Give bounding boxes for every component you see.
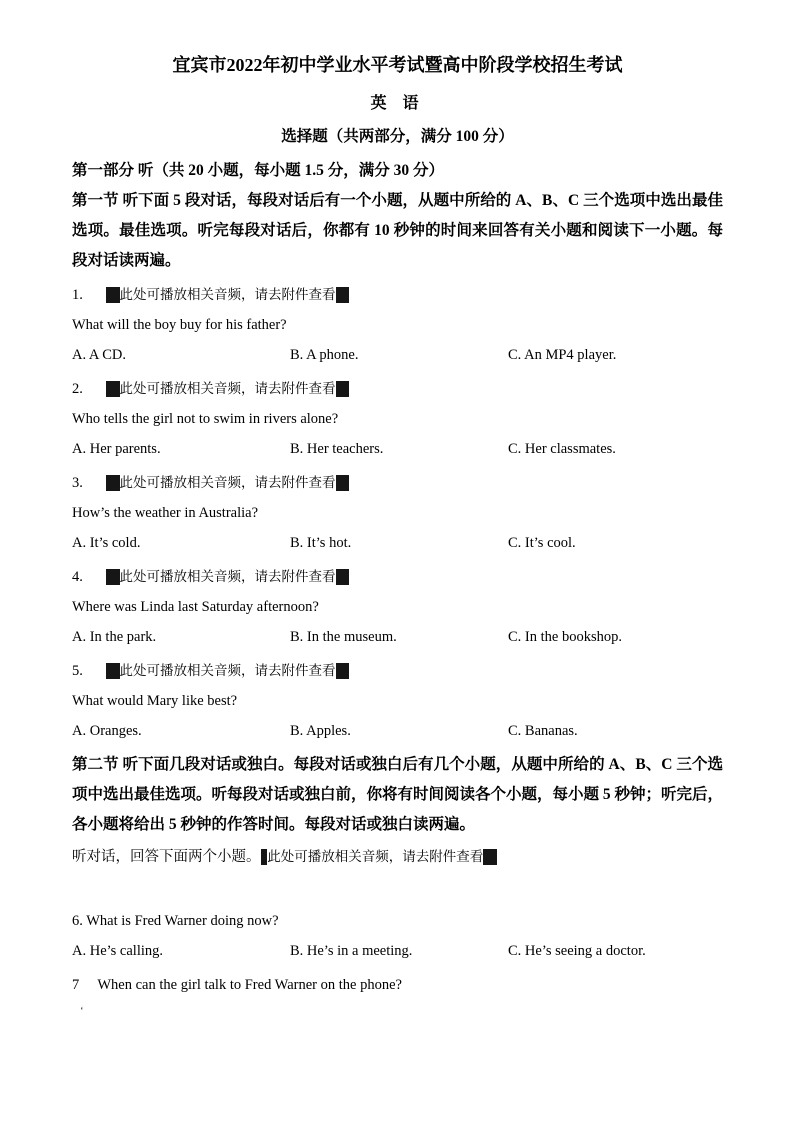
question-number: 5. [72, 663, 83, 679]
audio-note-text: 此处可播放相关音频，请去附件查看 [119, 287, 336, 303]
part1-title: 第一部分 听（共 20 小题，每小题 1.5 分，满分 30 分） [72, 162, 445, 179]
audio-bracket-close-icon: 】 [335, 475, 349, 491]
audio-note [106, 381, 349, 397]
audio-placeholder-line [72, 562, 723, 592]
question-block-3 [72, 468, 723, 558]
option-a: A. Her parents. [72, 441, 161, 457]
audio-bracket-close-icon: 】 [335, 287, 349, 303]
audio-placeholder-line [72, 280, 723, 310]
question-number: 2. [72, 381, 83, 397]
options-row [72, 434, 723, 464]
option-c: C. An MP4 player. [508, 347, 617, 363]
option-b: B. A phone. [290, 347, 359, 363]
audio-bracket-open-icon: 【 [260, 849, 268, 865]
dialogue-intro-text: 听对话，回答下面两个小题。 [72, 849, 261, 865]
question-text: What would Mary like best? [72, 693, 238, 709]
audio-bracket-close-icon: 】 [335, 663, 349, 679]
section-title: 选择题（共两部分，满分 100 分） [281, 128, 514, 145]
dialogue-intro-line [72, 842, 723, 872]
audio-bracket-open-icon: 【 [106, 381, 120, 397]
part1-instructions: 第一节 听下面 5 段对话，每段对话后有一个小题，从题中所给的 A、B、C 三个选项中选出最佳选项。最佳选项。听完每段对话后，你都有 10 秒钟的时间来回答有关小题和阅读下一小题。每段对话读两遍。 [72, 192, 723, 269]
option-a: A. He’s calling. [72, 943, 164, 959]
audio-bracket-open-icon: 【 [106, 663, 120, 679]
options-row [72, 936, 723, 966]
question-number: 1. [72, 287, 83, 303]
options-row [72, 528, 723, 558]
option-a: A. In the park. [72, 629, 157, 645]
question-block-4 [72, 562, 723, 652]
option-a: A. Oranges. [72, 723, 142, 739]
part2-instructions: 第二节 听下面几段对话或独白。每段对话或独白后有几个小题，从题中所给的 A、B、C 三个选项中选出最佳选项。听每段对话或独白前，你将有时间阅读各个小题，每小题 5 秒钟；听完后，各小题将给出 5 秒钟的作答时间。每段对话或独白读两遍。 [72, 756, 724, 833]
question-block-7 [72, 970, 723, 1000]
options-row [72, 340, 723, 370]
option-b: B. It’s hot. [290, 535, 352, 551]
question-line [72, 906, 723, 936]
option-a: A. A CD. [72, 347, 126, 363]
audio-note [106, 569, 349, 585]
option-c: C. It’s cool. [508, 535, 576, 551]
question-text: How’s the weather in Australia? [72, 505, 259, 521]
question-text: Where was Linda last Saturday afternoon? [72, 599, 319, 615]
question-block-2 [72, 374, 723, 464]
question-number: 6. [72, 913, 83, 929]
option-b: B. Apples. [290, 723, 351, 739]
audio-bracket-open-icon: 【 [106, 287, 120, 303]
audio-bracket-close-icon: 】 [335, 381, 349, 397]
option-a: A. It’s cold. [72, 535, 141, 551]
question-number: 3. [72, 475, 83, 491]
option-c: C. Her classmates. [508, 441, 616, 457]
audio-note-text: 此处可播放相关音频，请去附件查看 [119, 381, 336, 397]
option-c: C. He’s seeing a doctor. [508, 943, 646, 959]
question-number: 4. [72, 569, 83, 585]
option-b: B. He’s in a meeting. [290, 943, 413, 959]
question-block-5 [72, 656, 723, 746]
audio-note [106, 287, 349, 303]
question-text: What will the boy buy for his father? [72, 317, 287, 333]
audio-note [106, 663, 349, 679]
spacer [72, 872, 723, 902]
audio-note [261, 849, 497, 865]
audio-placeholder-line [72, 468, 723, 498]
question-line [72, 970, 723, 1000]
question-block-6 [72, 906, 723, 966]
question-text: When can the girl talk to Fred Warner on the phone? [97, 977, 402, 993]
option-c: C. Bananas. [508, 723, 578, 739]
page-title: 宜宾市2022年初中学业水平考试暨高中阶段学校招生考试 [172, 55, 623, 75]
audio-bracket-close-icon: 】 [483, 849, 497, 865]
options-row [72, 622, 723, 652]
audio-bracket-close-icon: 】 [335, 569, 349, 585]
audio-placeholder-line [72, 374, 723, 404]
audio-placeholder-line [72, 656, 723, 686]
question-text: What is Fred Warner doing now? [86, 913, 279, 929]
audio-note-text: 此处可播放相关音频，请去附件查看 [119, 475, 336, 491]
audio-note-text: 此处可播放相关音频，请去附件查看 [119, 663, 336, 679]
question-block-1 [72, 280, 723, 370]
option-b: B. In the museum. [290, 629, 397, 645]
audio-note-text: 此处可播放相关音频，请去附件查看 [119, 569, 336, 585]
audio-bracket-open-icon: 【 [106, 569, 120, 585]
options-row [72, 716, 723, 746]
audio-bracket-open-icon: 【 [106, 475, 120, 491]
question-text: Who tells the girl not to swim in rivers alone? [72, 411, 339, 427]
audio-note-text: 此处可播放相关音频，请去附件查看 [267, 849, 484, 865]
audio-note [106, 475, 349, 491]
subject-title: 英 语 [370, 95, 425, 112]
option-b: B. Her teachers. [290, 441, 384, 457]
stray-mark: ‘ [80, 1005, 84, 1017]
option-c: C. In the bookshop. [508, 629, 622, 645]
question-number: 7 [72, 977, 80, 993]
